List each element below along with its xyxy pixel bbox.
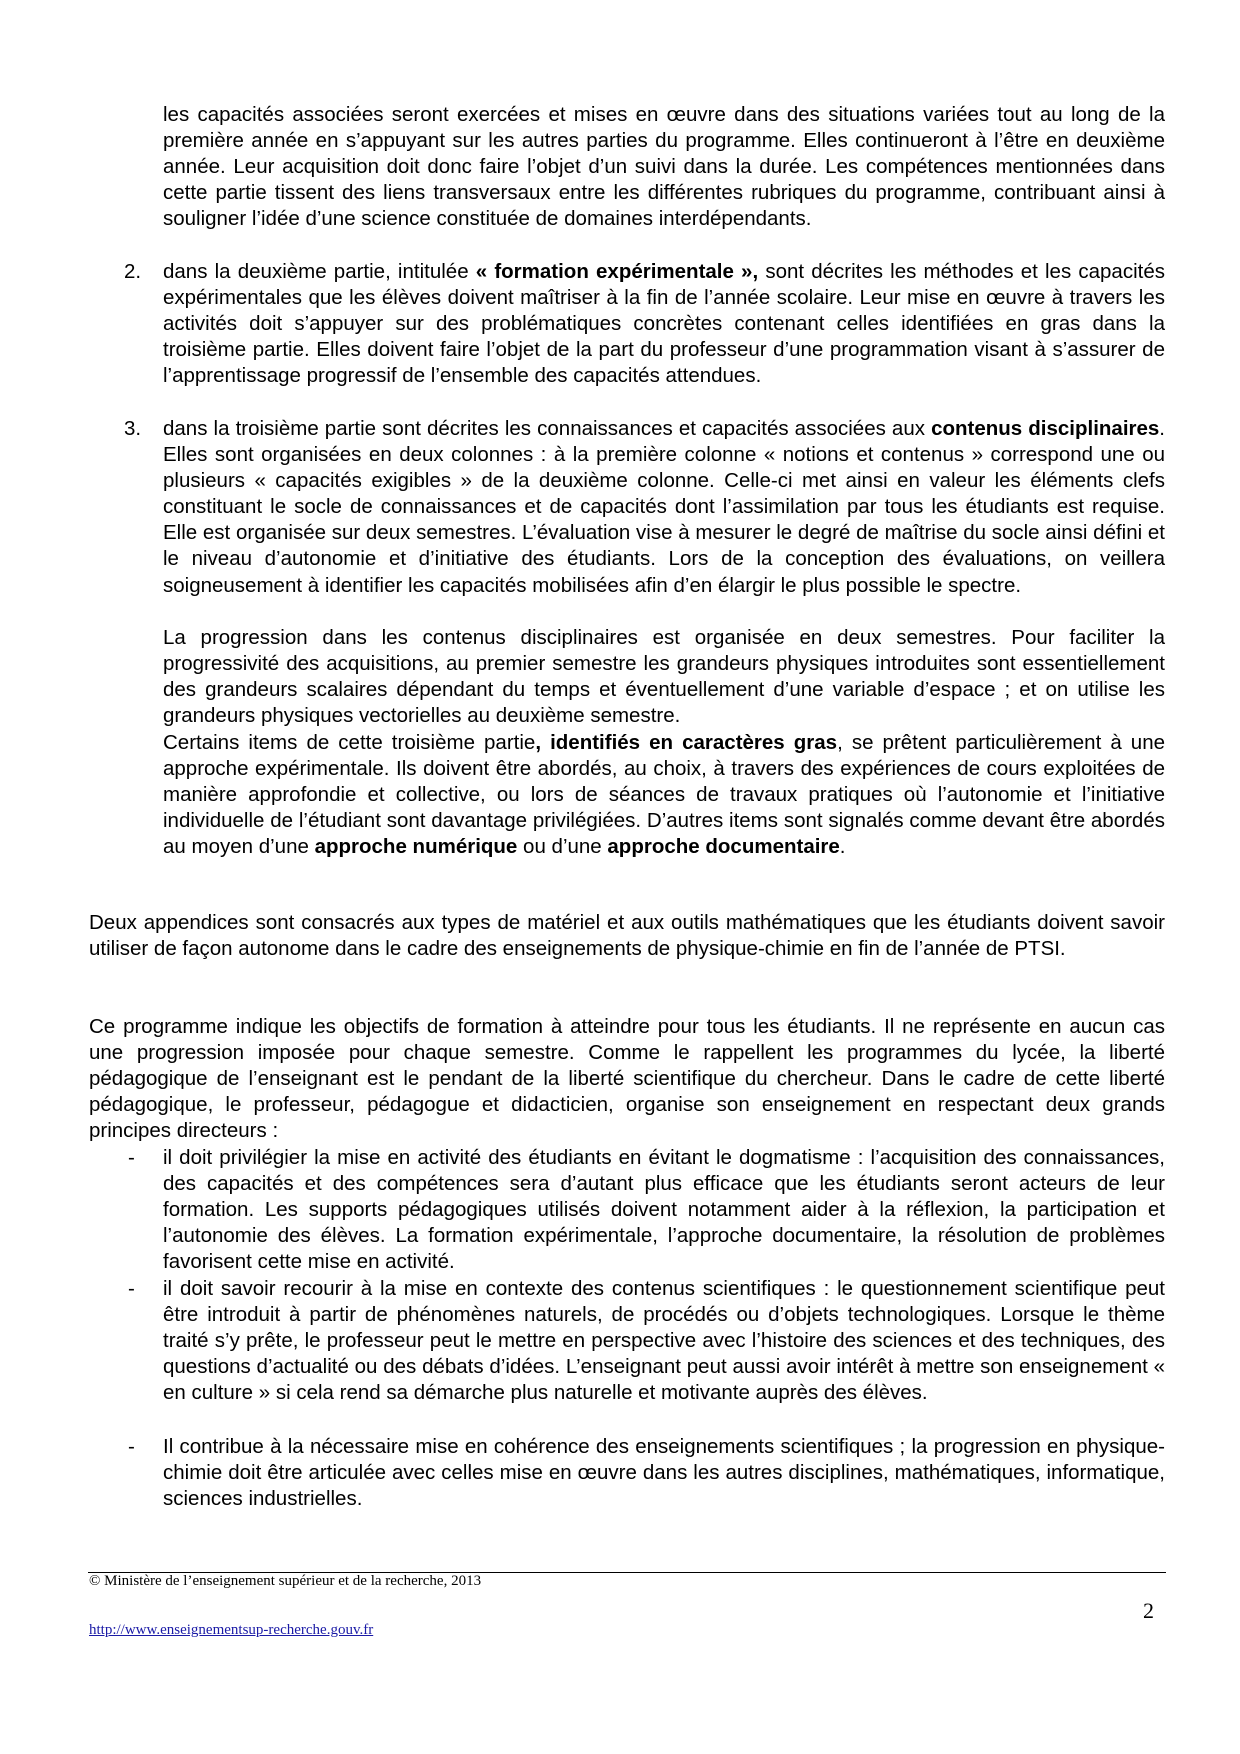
principle-3: Il contribue à la nécessaire mise en cohérence des enseignements scientifiques ; la progression en physique-chimie doit être articulée avec celles mise en œuvre dans les autres disciplines, mathématiques, informatique, sciences industrielles. (163, 1435, 1165, 1511)
item2-text-b: sont décrites les méthodes et les capacités expérimentales que les élèves doivent maîtriser à la fin de l’année scolaire. Leur mise en œuvre à travers les activités doit s’appuyer sur des problématiques concrètes contenant celles identifiées en gras dans la troisième partie. Elles doivent faire l’objet de la part du professeur d’une programmation visant à s’assurer de l’apprentissage progressif de l’ensemble des capacités attendues. (163, 260, 1165, 388)
item2-text-a: dans la deuxième partie, intitulée (163, 260, 476, 283)
list-item-3-items (163, 730, 1165, 860)
item3-para3-bold2: approche numérique (314, 835, 518, 859)
principle-1: il doit privilégier la mise en activité des étudiants en évitant le dogmatisme : l’acquisition des connaissances, des capacités et des compétences sera d’autant plus efficace que les étudiants seront acteurs de leur formation. Les supports pédagogiques utilisés doivent notamment aider à la réflexion, la participation et l’autonomie des élèves. La formation expérimentale, l’approche documentaire, la résolution de problèmes favorisent cette mise en activité. (163, 1146, 1165, 1274)
item3-para3-c: ou d’une (517, 835, 608, 859)
list-item-3-progression: La progression dans les contenus disciplinaires est organisée en deux semestres. Pour faciliter la progressivité des acquisitions, au premier semestre les grandeurs physiques introduites sont essentiellement des grandeurs scalaires dépendant du temps et éventuellement d’une variable d’espace ; et on utilise les grandeurs physiques vectorielles au deuxième semestre. (163, 626, 1165, 728)
list-item-3 (163, 416, 1165, 599)
list-number-3: 3. (124, 417, 142, 440)
appendices-paragraph: Deux appendices sont consacrés aux types de matériel et aux outils mathématiques que les étudiants doivent savoir utiliser de façon autonome dans le cadre des enseignements de physique-chimie en fin de l’année de PTSI. (89, 911, 1165, 961)
item3-para3-bold: , identifiés en caractères gras (535, 731, 838, 754)
list-item-2 (163, 259, 1165, 389)
item3-para3-d: . (839, 835, 846, 859)
principle-3-dash: - (128, 1435, 135, 1458)
item2-bold: « formation expérimentale », (475, 260, 759, 283)
principle-2: il doit savoir recourir à la mise en contexte des contenus scientifiques : le questionnement scientifique peut être introduit à partir de phénomènes naturels, de procédés ou d’objets technologiques. Lorsque le thème traité s’y prête, le professeur peut le mettre en perspective avec l’histoire des sciences et des techniques, des questions d’actualité ou des débats d’idées. L’enseignant peut aussi avoir intérêt à mettre son enseignement « en culture » si cela rend sa démarche plus naturelle et motivante auprès des élèves. (163, 1277, 1165, 1405)
principle-2-dash: - (128, 1277, 135, 1300)
list-number-2: 2. (124, 260, 142, 283)
item3-para3-a: Certains items de cette troisième partie (163, 731, 536, 754)
item3-bold: contenus disciplinaires (931, 417, 1160, 440)
principle-1-dash: - (128, 1146, 135, 1169)
footer-url-link[interactable]: http://www.enseignementsup-recherche.gouv.fr (89, 1622, 374, 1638)
item3-para3-b: , se prêtent particulièrement à une approche expérimentale. Ils doivent être abordés, au choix, à travers des expériences de cours exploitées de manière approfondie et collective, ou lors de séances de travaux pratiques où l’autonomie et l’initiative individuelle de l’étudiant sont davantage privilégiées. D’autres items sont signalés comme devant être abordés au moyen d’une (163, 731, 1166, 859)
item3-para3-bold3: approche documentaire (607, 835, 840, 859)
footer-copyright: © Ministère de l’enseignement supérieur et de la recherche, 2013 (89, 1573, 482, 1589)
item3-text-a: dans la troisième partie sont décrites les connaissances et capacités associées aux (163, 417, 932, 440)
list-item-1-continuation: les capacités associées seront exercées et mises en œuvre dans des situations variées tout au long de la première année en s’appuyant sur les autres parties du programme. Elles continueront à l’être en deuxième année. Leur acquisition doit donc faire l’objet d’un suivi dans la durée. Les compétences mentionnées dans cette partie tissent des liens transversaux entre les différentes rubriques du programme, contribuant ainsi à souligner l’idée d’une science constituée de domaines interdépendants. (163, 103, 1165, 231)
item3-text-b: . Elles sont organisées en deux colonnes : à la première colonne « notions et contenus » correspond une ou plusieurs « capacités exigibles » de la deuxième colonne. Celle-ci met ainsi en valeur les éléments clefs constituant le socle de connaissances et de capacités dont l’assimilation par tous les étudiants est requise. Elle est organisée sur deux semestres. L’évaluation vise à mesurer le degré de maîtrise du socle ainsi défini et le niveau d’autonomie et d’initiative des étudiants. Lors de la conception des évaluations, on veillera soigneusement à identifier les capacités mobilisées afin d’en élargir le plus possible le spectre. (163, 417, 1165, 597)
objectives-paragraph: Ce programme indique les objectifs de formation à atteindre pour tous les étudiants. Il ne représente en aucun cas une progression imposée pour chaque semestre. Comme le rappellent les programmes du lycée, la liberté pédagogique de l’enseignant est le pendant de la liberté scientifique du chercheur. Dans le cadre de cette liberté pédagogique, le professeur, pédagogue et didacticien, organise son enseignement en respectant deux grands principes directeurs : (89, 1015, 1165, 1143)
page-number: 2 (1143, 1598, 1154, 1623)
